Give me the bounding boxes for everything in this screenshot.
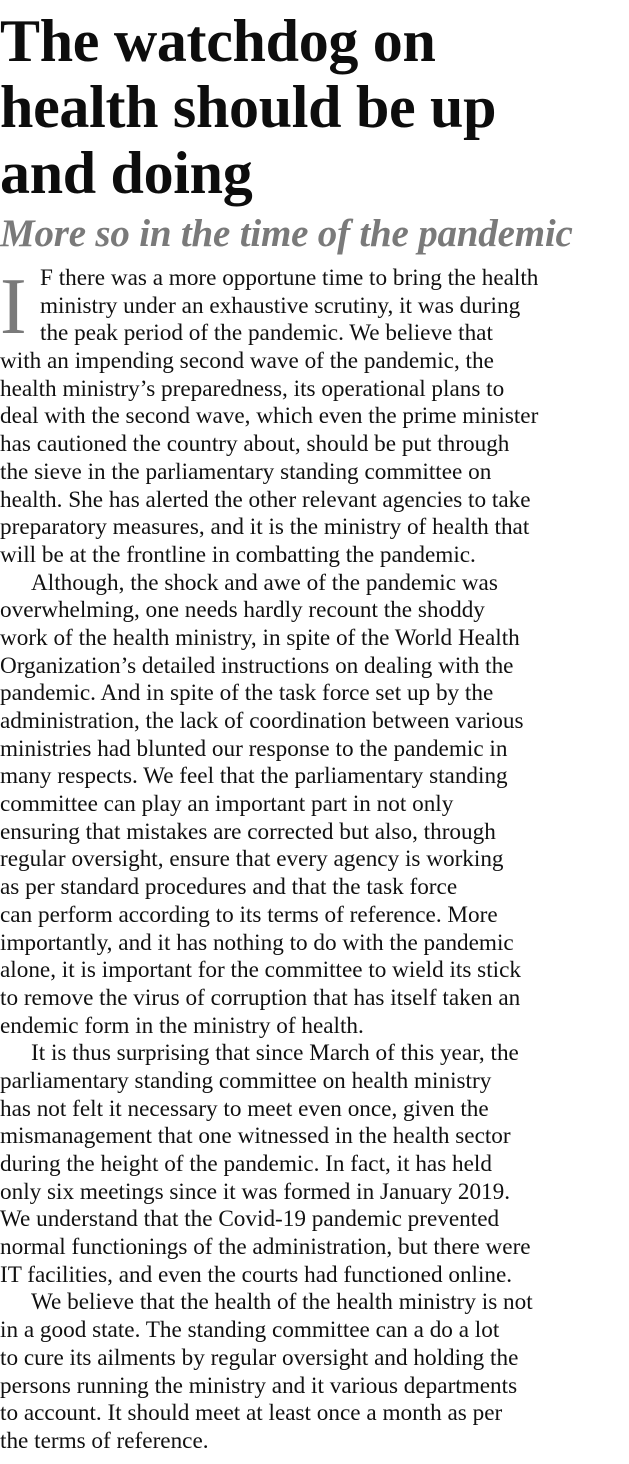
text-line: F there was a more opportune time to bring the health bbox=[40, 265, 539, 291]
text-line: IT facilities, and even the courts had functioned online. bbox=[0, 1261, 513, 1288]
headline bbox=[0, 8, 629, 206]
paragraph bbox=[0, 570, 629, 1041]
text-line: administration, the lack of coordination between various bbox=[0, 708, 524, 734]
text-line: will be at the frontline in combatting the pandemic. bbox=[0, 541, 476, 568]
text-line: parliamentary standing committee on health ministry bbox=[0, 1067, 492, 1094]
text-line: to cure its ailments by regular oversight and holding the bbox=[0, 1344, 519, 1371]
text-line: deal with the second wave, which even the prime minister bbox=[0, 403, 539, 430]
subheadline: More so in the time of the pandemic bbox=[0, 212, 573, 255]
text-line: committee can play an important part in not only bbox=[0, 791, 454, 818]
text-line: It is thus surprising that since March of this year, the bbox=[31, 1040, 519, 1067]
text-line: We understand that the Covid-19 pandemic prevented bbox=[0, 1206, 500, 1233]
text-line: endemic form in the ministry of health. bbox=[0, 1012, 364, 1039]
text-line: many respects. We feel that the parliamentary standing bbox=[0, 763, 508, 790]
text-line: We believe that the health of the health ministry is not bbox=[31, 1289, 533, 1316]
text-line: ministries had blunted our response to the pandemic in bbox=[0, 735, 508, 762]
text-line: only six meetings since it was formed in January 2019. bbox=[0, 1178, 511, 1205]
headline-line: health should be up bbox=[0, 74, 497, 140]
text-line: to remove the virus of corruption that has itself taken an bbox=[0, 984, 521, 1011]
text-line: as per standard procedures and that the task force bbox=[0, 874, 458, 901]
text-line: Although, the shock and awe of the pandemic was bbox=[31, 569, 498, 596]
article-body bbox=[0, 265, 629, 1456]
text-line: regular oversight, ensure that every agency is working bbox=[0, 846, 504, 873]
text-line: overwhelming, one needs hardly recount the shoddy bbox=[0, 597, 485, 624]
text-line: to account. It should meet at least once a month as per bbox=[0, 1400, 503, 1427]
text-line: the peak period of the pandemic. We believe that bbox=[40, 320, 493, 347]
text-line: alone, it is important for the committee to wield its stick bbox=[0, 957, 521, 984]
text-line: mismanagement that one witnessed in the health sector bbox=[0, 1123, 511, 1150]
paragraph bbox=[0, 1289, 629, 1455]
text-line: the terms of reference. bbox=[0, 1427, 209, 1454]
headline-line: and doing bbox=[0, 140, 253, 206]
text-line: can perform according to its terms of reference. More bbox=[0, 901, 498, 928]
headline-line: The watchdog on bbox=[0, 8, 436, 74]
text-line: health. She has alerted the other relevant agencies to take bbox=[0, 486, 531, 513]
paragraph bbox=[0, 1040, 629, 1289]
text-line: preparatory measures, and it is the ministry of health that bbox=[0, 514, 530, 541]
paragraph bbox=[0, 265, 629, 570]
text-line: during the height of the pandemic. In fact, it has held bbox=[0, 1151, 492, 1177]
text-line: Organization’s detailed instructions on dealing with the bbox=[0, 652, 514, 679]
text-line: with an impending second wave of the pandemic, the bbox=[0, 348, 494, 375]
text-line: in a good state. The standing committee can a do a lot bbox=[0, 1317, 500, 1344]
text-line: has cautioned the country about, should be put through bbox=[0, 431, 510, 458]
text-line: ministry under an exhaustive scrutiny, it was during bbox=[40, 292, 521, 319]
text-line: ensuring that mistakes are corrected but also, through bbox=[0, 818, 496, 845]
text-line: persons running the ministry and it various departments bbox=[0, 1372, 518, 1399]
text-line: the sieve in the parliamentary standing committee on bbox=[0, 458, 492, 485]
text-line: importantly, and it has nothing to do with the pandemic bbox=[0, 929, 514, 956]
text-line: normal functionings of the administration, but there were bbox=[0, 1234, 531, 1261]
drop-cap: I bbox=[0, 263, 27, 351]
text-line: has not felt it necessary to meet even once, given the bbox=[0, 1095, 489, 1122]
text-line: work of the health ministry, in spite of the World Health bbox=[0, 624, 520, 651]
text-line: health ministry’s preparedness, its operational plans to bbox=[0, 375, 505, 402]
text-line: pandemic. And in spite of the task force set up by the bbox=[0, 680, 494, 707]
